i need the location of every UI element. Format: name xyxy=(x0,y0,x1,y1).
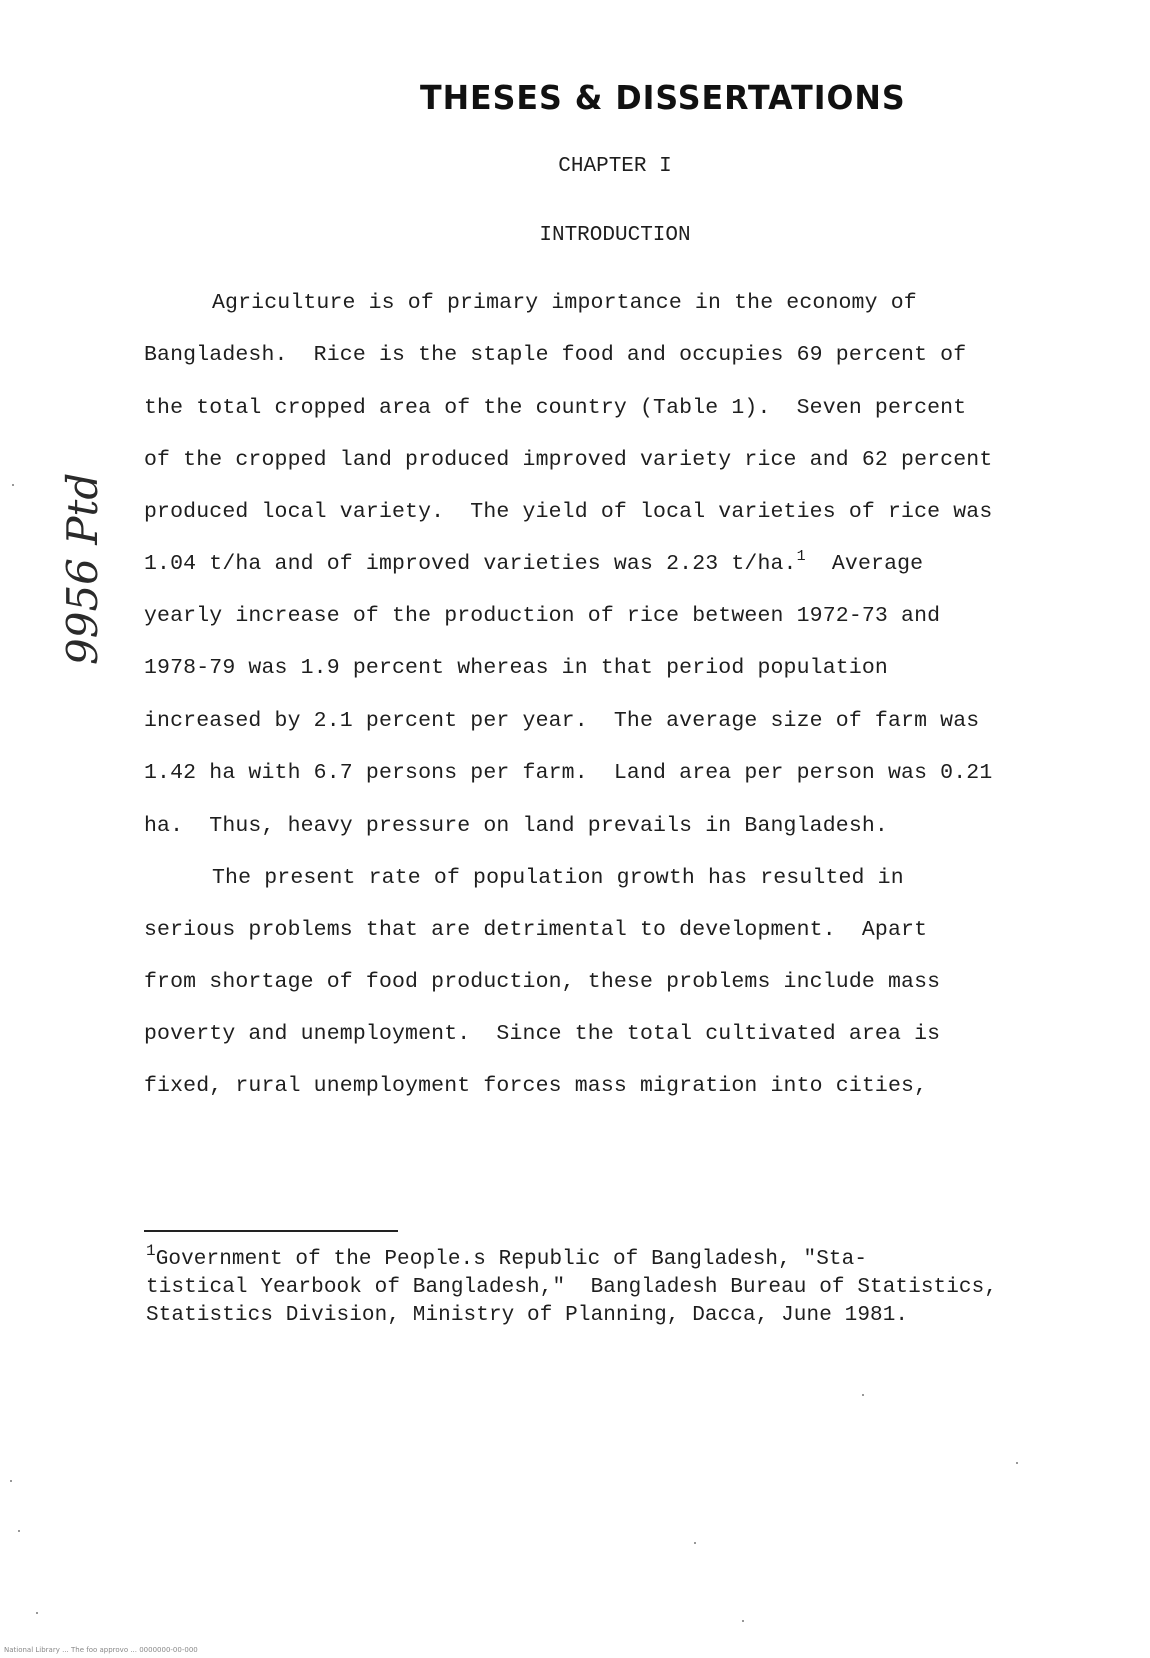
footnote-reference: 1 xyxy=(796,548,806,565)
body-line: produced local variety. The yield of local varieties of rice was xyxy=(144,500,993,524)
footnote-line: Statistics Division, Ministry of Planning, Dacca, June 1981. xyxy=(146,1304,909,1327)
body-line: 1978-79 was 1.9 percent whereas in that period population xyxy=(144,656,888,680)
scan-speck xyxy=(1016,1462,1018,1464)
scan-speck xyxy=(10,1480,12,1482)
body-line: Bangladesh. Rice is the staple food and occupies 69 percent of xyxy=(144,343,967,367)
body-line: yearly increase of the production of rice between 1972-73 and xyxy=(144,604,941,628)
body-line: ha. Thus, heavy pressure on land prevails in Bangladesh. xyxy=(144,814,888,838)
scan-speck xyxy=(862,1394,864,1396)
scan-speck xyxy=(18,1530,20,1532)
body-line-tail: Average xyxy=(805,552,924,576)
body-line: of the cropped land produced improved variety rice and 62 percent xyxy=(144,448,993,472)
footnote-marker: 1 xyxy=(146,1242,156,1260)
scan-speck xyxy=(742,1620,744,1622)
footnote-text: Government of the People.s Republic of Bangladesh, "Sta- xyxy=(155,1248,868,1271)
body-line: from shortage of food production, these problems include mass xyxy=(144,970,941,994)
body-line: The present rate of population growth has resulted in xyxy=(212,866,904,890)
body-line: 1.42 ha with 6.7 persons per farm. Land area per person was 0.21 xyxy=(144,761,993,785)
scan-speck xyxy=(12,484,14,486)
footnote-line xyxy=(146,1242,868,1271)
body-line: poverty and unemployment. Since the total cultivated area is xyxy=(144,1022,941,1046)
scan-footer-strip: National Library ... The foo approvo ... 0000000-00-000 xyxy=(4,1646,198,1654)
handwritten-margin-note: 9956 Ptd xyxy=(58,472,107,665)
section-heading: INTRODUCTION xyxy=(539,224,691,247)
scan-speck xyxy=(36,1612,38,1614)
body-line: increased by 2.1 percent per year. The average size of farm was xyxy=(144,709,980,733)
body-line: the total cropped area of the country (Table 1). Seven percent xyxy=(144,396,967,420)
body-line: serious problems that are detrimental to development. Apart xyxy=(144,918,928,942)
theses-dissertations-stamp: THESES & DISSERTATIONS xyxy=(420,78,906,117)
chapter-label: CHAPTER I xyxy=(558,155,672,178)
body-line: fixed, rural unemployment forces mass migration into cities, xyxy=(144,1074,928,1098)
scan-speck xyxy=(694,1542,696,1544)
body-line-with-footnote-ref xyxy=(144,548,924,576)
body-line: Agriculture is of primary importance in the economy of xyxy=(212,291,917,315)
footnote-rule xyxy=(144,1230,398,1232)
body-line-text: 1.04 t/ha and of improved varieties was 2.23 t/ha. xyxy=(144,552,797,576)
footnote-line: tistical Yearbook of Bangladesh," Bangladesh Bureau of Statistics, xyxy=(146,1276,998,1299)
